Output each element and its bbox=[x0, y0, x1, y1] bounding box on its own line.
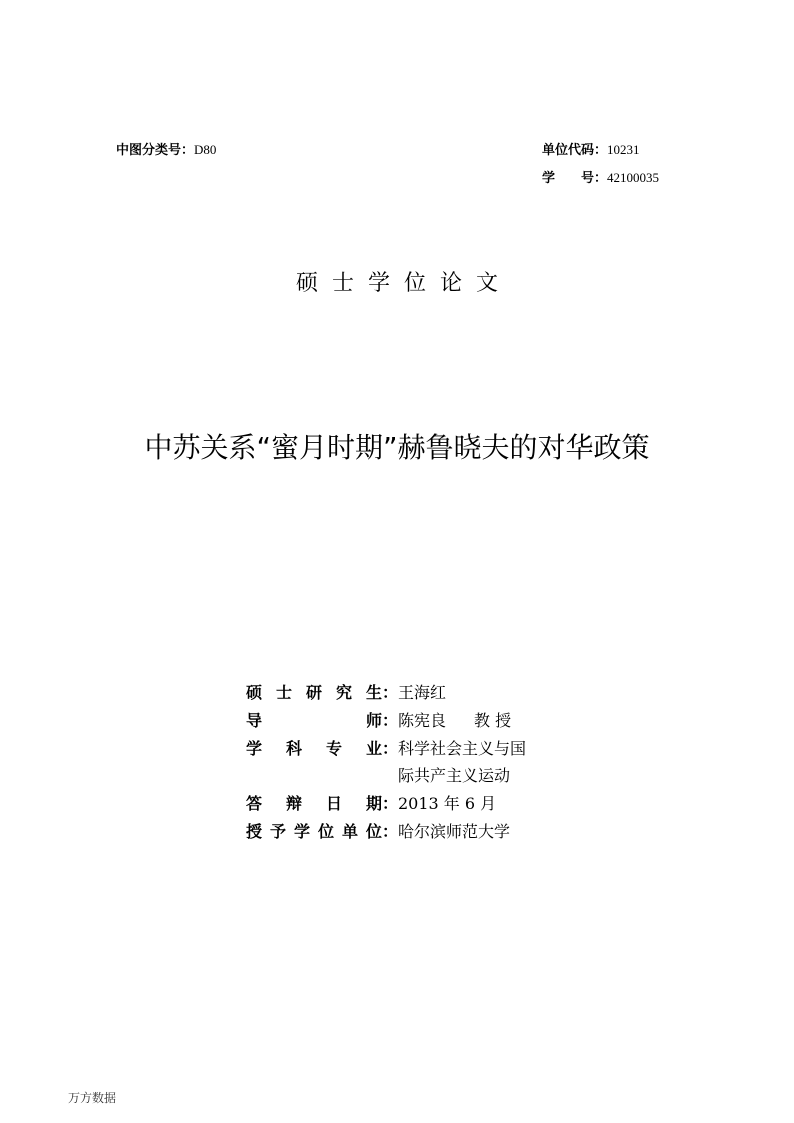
major-value bbox=[398, 737, 526, 788]
advisor-value bbox=[398, 709, 511, 733]
student-label: 硕 士 研 究 生： bbox=[246, 683, 398, 702]
advisor-title: 教 授 bbox=[474, 711, 512, 730]
footer-watermark: 万方数据 bbox=[68, 1091, 117, 1105]
student-id-value: 42100035 bbox=[607, 170, 660, 185]
unit-code-label: 单位代码： bbox=[542, 143, 608, 158]
defense-date-label: 答 辩 日 期： bbox=[246, 794, 398, 813]
classification-number bbox=[116, 142, 216, 159]
student-name: 王海红 bbox=[398, 683, 447, 702]
major-value-line-2: 际共产主义运动 bbox=[398, 766, 511, 785]
thesis-title: 中苏关系“蜜月时期”赫鲁晓夫的对华政策 bbox=[144, 431, 650, 464]
degree-type-heading: 硕士学位论文 bbox=[295, 271, 512, 296]
classification-label: 中图分类号： bbox=[116, 143, 195, 158]
institution-value: 哈尔滨师范大学 bbox=[398, 822, 511, 841]
student-id-label-1: 学 bbox=[542, 171, 556, 186]
unit-code-value: 10231 bbox=[607, 142, 640, 157]
student-id-label-2: 号： bbox=[581, 171, 608, 186]
defense-date-value: 2013 年 6 月 bbox=[398, 794, 497, 813]
advisor-label: 导 师： bbox=[246, 711, 398, 730]
classification-value: D80 bbox=[194, 142, 217, 157]
institution-label: 授 予 学 位 单 位： bbox=[246, 822, 398, 841]
unit-code bbox=[542, 142, 640, 159]
student-id bbox=[542, 170, 659, 187]
major-value-line-1: 科学社会主义与国 bbox=[398, 739, 527, 758]
advisor-name: 陈宪良 bbox=[398, 711, 447, 730]
major-label: 学 科 专 业： bbox=[246, 739, 398, 758]
